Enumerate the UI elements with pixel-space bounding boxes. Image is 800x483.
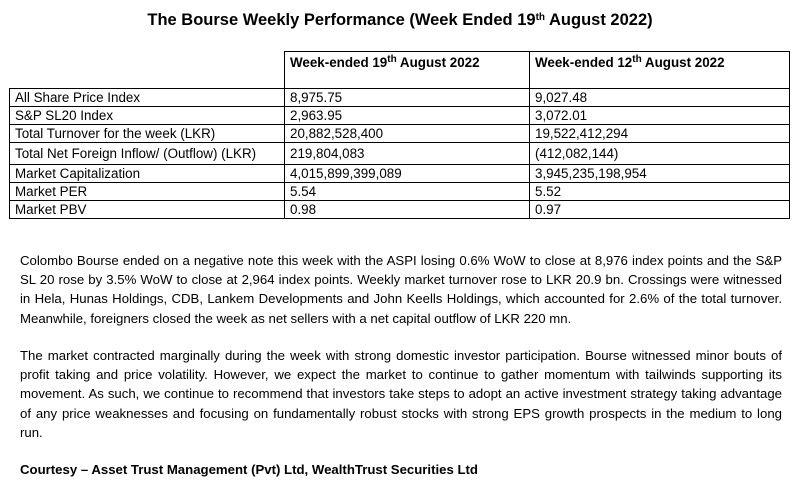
row-label: Market PBV	[10, 201, 285, 219]
header-previous-text: Week-ended 12	[535, 55, 633, 70]
summary-paragraph: Colombo Bourse ended on a negative note this week with the ASPI losing 0.6% WoW to close at 8,976 index points and the S&P SL 20 rose by 3.5% WoW to close at 2,964 index points. Weekly market turnover rose to LKR 20.9 bn. Crossings were witnessed in Hela, Hunas Holdings, CDB, Lankem Developments and John Keells Holdings, which accounted for 2.6% of the total turnover. Meanwhile, foreigners closed the week as net sellers with a net capital outflow of LKR 220 mn.	[20, 253, 782, 326]
row-previous-value: 19,522,412,294	[530, 125, 790, 143]
row-current-value: 219,804,083	[285, 143, 530, 165]
table-header-row	[10, 52, 790, 89]
row-previous-value: (412,082,144)	[530, 143, 790, 165]
row-label: Market Capitalization	[10, 165, 285, 183]
row-current-value: 4,015,899,399,089	[285, 165, 530, 183]
table-row	[10, 165, 790, 183]
row-label: Total Net Foreign Inflow/ (Outflow) (LKR)	[10, 143, 285, 165]
row-previous-value: 9,027.48	[530, 89, 790, 107]
performance-table	[9, 51, 790, 219]
table-row	[10, 89, 790, 107]
table-row	[10, 183, 790, 201]
outlook-paragraph: The market contracted marginally during the week with strong domestic investor participation. Bourse witnessed minor bouts of profit taking and price volatility. However, we expect the market to continue to gather momentum with tailwinds supporting its movement. As such, we continue to recommend that investors take steps to adopt an active investment strategy taking advantage of any price weaknesses and focusing on fundamentally robust stocks with strong EPS growth prospects in the medium to long run.	[20, 348, 782, 440]
row-label: S&P SL20 Index	[10, 107, 285, 125]
header-blank-cell	[10, 52, 285, 89]
header-current-sup: th	[387, 54, 397, 65]
header-previous-week	[530, 52, 790, 89]
row-label: Total Turnover for the week (LKR)	[10, 125, 285, 143]
table-row	[10, 125, 790, 143]
header-current-week	[285, 52, 530, 89]
row-current-value: 8,975.75	[285, 89, 530, 107]
title-text-end: August 2022)	[545, 11, 653, 29]
courtesy-line: Courtesy – Asset Trust Management (Pvt) Ltd, WealthTrust Securities Ltd	[20, 462, 478, 477]
title-text: The Bourse Weekly Performance (Week Ended 19	[147, 11, 536, 29]
header-previous-text-end: August 2022	[641, 55, 725, 70]
header-current-text-end: August 2022	[396, 55, 480, 70]
page-title	[0, 11, 800, 30]
row-previous-value: 3,072.01	[530, 107, 790, 125]
header-current-text: Week-ended 19	[290, 55, 388, 70]
row-current-value: 0.98	[285, 201, 530, 219]
table-row	[10, 143, 790, 165]
row-current-value: 2,963.95	[285, 107, 530, 125]
row-current-value: 20,882,528,400	[285, 125, 530, 143]
header-previous-sup: th	[632, 54, 642, 65]
table-row	[10, 201, 790, 219]
row-label: All Share Price Index	[10, 89, 285, 107]
row-label: Market PER	[10, 183, 285, 201]
row-previous-value: 5.52	[530, 183, 790, 201]
title-superscript: th	[535, 12, 546, 23]
row-previous-value: 0.97	[530, 201, 790, 219]
row-current-value: 5.54	[285, 183, 530, 201]
row-previous-value: 3,945,235,198,954	[530, 165, 790, 183]
table-row	[10, 107, 790, 125]
